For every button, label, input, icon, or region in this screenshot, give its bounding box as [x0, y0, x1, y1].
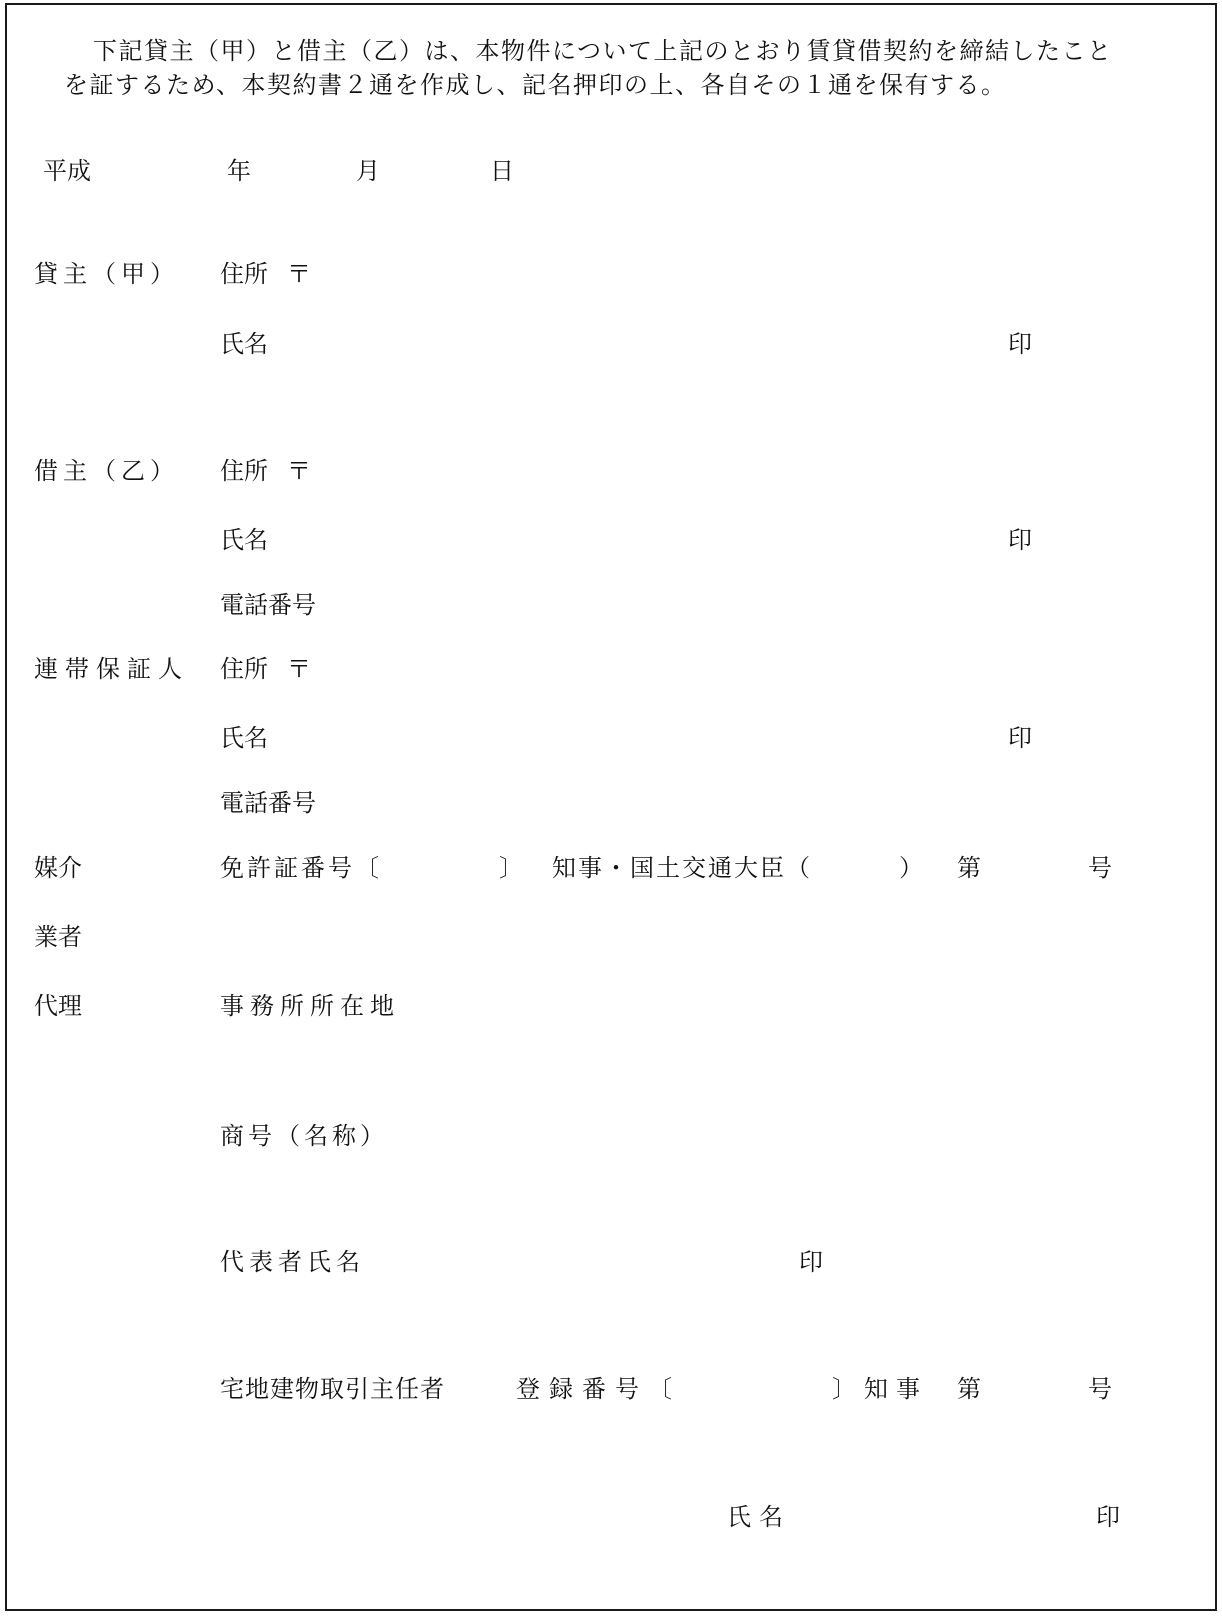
- lessee-seal-mark: 印: [1008, 528, 1032, 554]
- broker-registration-close: 〕知事: [832, 1377, 928, 1403]
- broker-name-label: 氏名: [727, 1505, 791, 1531]
- lessor-postal-mark: 〒: [287, 262, 311, 288]
- guarantor-name-label: 氏名: [220, 726, 268, 752]
- date-day-label: 日: [490, 159, 514, 185]
- license-number-label: 免許証番号〔: [220, 856, 382, 882]
- lessor-address-label: 住所: [220, 262, 268, 288]
- lessee-name-label: 氏名: [220, 528, 268, 554]
- license-paren-close: ）: [899, 856, 923, 882]
- lessee-phone-label: 電話番号: [220, 593, 316, 619]
- broker-label: 宅地建物取引主任者: [220, 1377, 445, 1403]
- representative-seal-mark: 印: [799, 1250, 823, 1276]
- guarantor-postal-mark: 〒: [287, 657, 311, 683]
- trade-name-label: 商号（名称）: [220, 1124, 388, 1150]
- broker-dai-label: 第: [957, 1377, 981, 1403]
- lessor-name-label: 氏名: [220, 332, 268, 358]
- license-go-label: 号: [1088, 856, 1112, 882]
- lessee-label: 借主（乙）: [34, 459, 179, 485]
- lessee-address-label: 住所: [220, 459, 268, 485]
- date-era: 平成: [43, 159, 91, 185]
- agent-type-proxy: 代理: [34, 994, 82, 1020]
- license-bracket-close: 〕: [499, 856, 523, 882]
- date-month-label: 月: [356, 159, 380, 185]
- guarantor-address-label: 住所: [220, 657, 268, 683]
- license-dai-label: 第: [957, 856, 981, 882]
- agent-type-mediation: 媒介: [34, 856, 82, 882]
- representative-name-label: 代表者氏名: [220, 1250, 365, 1276]
- document-frame: [5, 3, 1217, 1611]
- broker-go-label: 号: [1088, 1377, 1112, 1403]
- lessee-postal-mark: 〒: [287, 459, 311, 485]
- guarantor-seal-mark: 印: [1008, 726, 1032, 752]
- intro-line-1: 下記貸主（甲）と借主（乙）は、本物件について上記のとおり賃貸借契約を締結したこと: [93, 39, 1113, 65]
- intro-line-2: を証するため、本契約書２通を作成し、記名押印の上、各自その１通を保有する。: [64, 73, 1007, 99]
- guarantor-phone-label: 電話番号: [220, 791, 316, 817]
- office-address-label: 事務所所在地: [220, 994, 400, 1020]
- guarantor-label: 連帯保証人: [34, 657, 189, 683]
- lessor-label: 貸主（甲）: [34, 262, 179, 288]
- lessor-seal-mark: 印: [1008, 332, 1032, 358]
- agent-type-business: 業者: [34, 925, 82, 951]
- date-year-label: 年: [227, 159, 251, 185]
- license-authority-label: 知事・国土交通大臣（: [552, 856, 812, 882]
- broker-seal-mark: 印: [1096, 1505, 1120, 1531]
- broker-registration-label: 登録番号〔: [516, 1377, 681, 1403]
